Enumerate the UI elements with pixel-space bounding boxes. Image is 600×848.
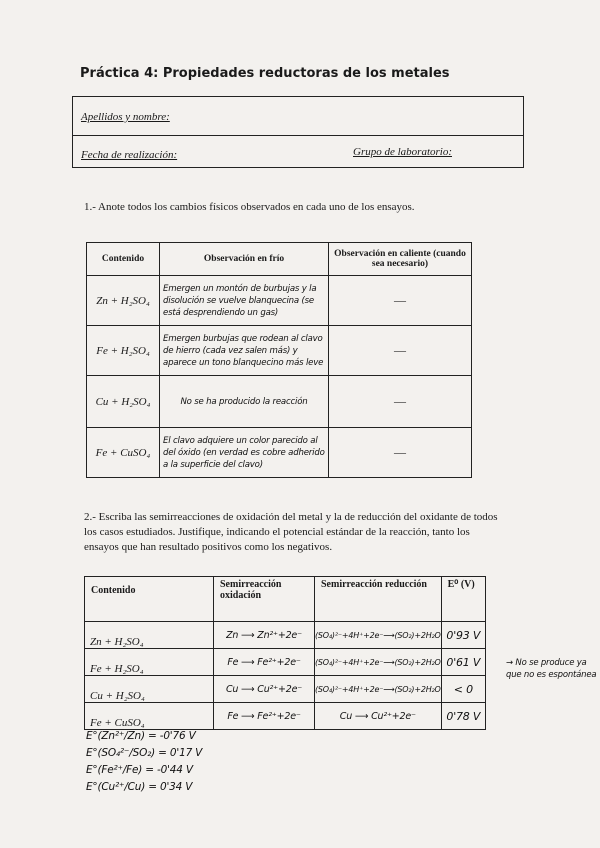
row-hot-observation: — [329,326,472,376]
student-info-box [72,96,524,168]
row-reduction: Cu ⟶ Cu²⁺+2e⁻ [315,703,442,730]
table-row [87,326,472,376]
table-row [85,703,486,730]
row-e0: < 0 [441,676,485,703]
header-content: Contenido [85,577,214,622]
potential-line: E°(SO₄²⁻/SO₂) = 0'17 V [86,747,203,759]
row-reduction: (SO₄)²⁻+4H⁺+2e⁻⟶(SO₂)+2H₂O [315,649,442,676]
potential-line: E°(Fe²⁺/Fe) = -0'44 V [86,764,193,776]
table-row [87,376,472,428]
row-e0: 0'93 V [441,622,485,649]
reactions-table [84,576,486,730]
page-title: Práctica 4: Propiedades reductoras de los metales [80,66,450,81]
table-row [85,622,486,649]
row-oxidation: Cu ⟶ Cu²⁺+2e⁻ [214,676,315,703]
date-label: Fecha de realización: [81,149,178,161]
name-row [73,97,523,136]
observations-table [86,242,472,478]
question-1: 1.- Anote todos los cambios físicos observados en cada uno de los ensayos. [84,201,415,213]
table-row [85,676,486,703]
table-header-row [87,243,472,276]
row-hot-observation: — [329,376,472,428]
row-content: Zn + H₂SO₄ [87,276,160,326]
header-oxidation: Semirreacción oxidación [214,577,315,622]
table-row [87,428,472,478]
row-content: Fe + CuSO₄ [87,428,160,478]
question-2: 2.- Escriba las semirreacciones de oxidación del metal y la de reducción del oxidante de todos los casos estudiados. Justifique, indicando el potencial estándar de la reacción, tanto los ensayos que han resultado positivos como los negativos. [84,511,498,553]
header-content: Contenido [87,243,160,276]
header-e0: E⁰ (V) [441,577,485,622]
table-row [87,276,472,326]
row-reduction: (SO₄)²⁻+4H⁺+2e⁻⟶(SO₂)+2H₂O [315,622,442,649]
standard-potentials [86,728,202,796]
row-reduction: (SO₄)²⁻+4H⁺+2e⁻⟶(SO₂)+2H₂O [315,676,442,703]
table-header-row [85,577,486,622]
row-hot-observation: — [329,428,472,478]
header-cold: Observación en frío [160,243,329,276]
row-cold-observation: El clavo adquiere un color parecido al del óxido (en verdad es cobre adherido a la superficie del clavo) [160,428,329,478]
row-content: Cu + H₂SO₄ [87,376,160,428]
row-oxidation: Fe ⟶ Fe²⁺+2e⁻ [214,703,315,730]
row-e0: 0'78 V [441,703,485,730]
header-reduction: Semirreacción reducción [315,577,442,622]
group-label: Grupo de laboratorio: [353,146,452,158]
row-content: Fe + H₂SO₄ [87,326,160,376]
row-e0: 0'61 V [441,649,485,676]
header-hot: Observación en caliente (cuando sea necesario) [329,243,472,276]
row-cold-observation: No se ha producido la reacción [160,376,329,428]
row-hot-observation: — [329,276,472,326]
name-label: Apellidos y nombre: [81,111,170,123]
potential-line: E°(Zn²⁺/Zn) = -0'76 V [86,730,196,742]
potential-line: E°(Cu²⁺/Cu) = 0'34 V [86,781,193,793]
side-note: → No se produce ya que no es espontánea [506,658,597,680]
row-cold-observation: Emergen burbujas que rodean al clavo de hierro (cada vez salen más) y aparece un tono blanquecino más leve [160,326,329,376]
row-content: Zn + H₂SO₄ [85,622,214,649]
table-row [85,649,486,676]
row-content: Fe + CuSO₄ [85,703,214,730]
row-content: Cu + H₂SO₄ [85,676,214,703]
row-oxidation: Fe ⟶ Fe²⁺+2e⁻ [214,649,315,676]
row-content: Fe + H₂SO₄ [85,649,214,676]
row-cold-observation: Emergen un montón de burbujas y la disolución se vuelve blanquecina (se está desprendiendo un gas) [160,276,329,326]
row-oxidation: Zn ⟶ Zn²⁺+2e⁻ [214,622,315,649]
